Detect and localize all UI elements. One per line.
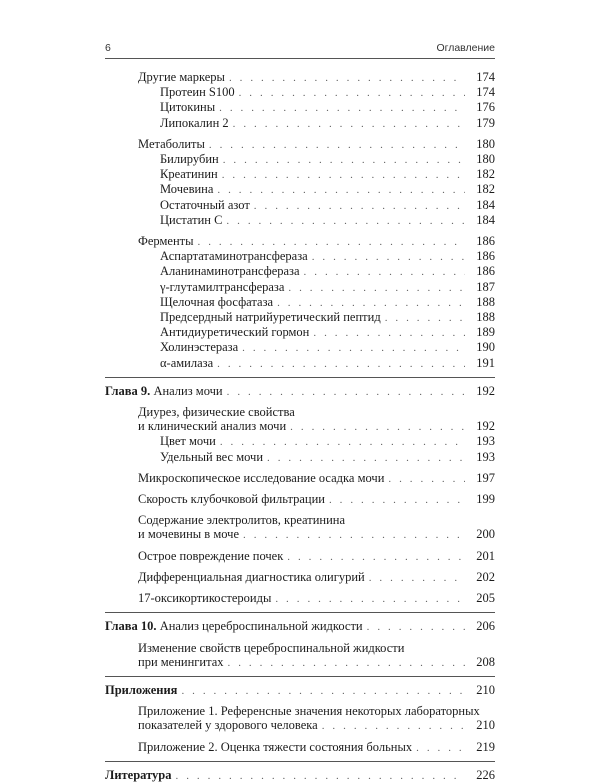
- toc-entry[interactable]: Протеин S100 . . . 174: [105, 85, 495, 100]
- running-head: [105, 38, 495, 59]
- toc-entry[interactable]: Билирубин . . . 180: [105, 152, 495, 167]
- toc-entry[interactable]: Аланинаминотрансфераза . . . 186: [105, 264, 495, 279]
- running-title: Оглавление: [436, 42, 495, 54]
- toc-entry[interactable]: Мочевина . . . 182: [105, 182, 495, 197]
- toc-entry[interactable]: Другие маркеры . . . 174: [105, 70, 495, 85]
- toc-entry[interactable]: Креатинин . . . 182: [105, 167, 495, 182]
- toc-entry[interactable]: Цвет мочи . . . 193: [105, 434, 495, 449]
- toc-entry[interactable]: Приложение 2. Оценка тяжести состояния больных . . . 219: [105, 740, 495, 755]
- toc-entry[interactable]: Остаточный азот . . . 184: [105, 198, 495, 213]
- toc-entry[interactable]: α-амилаза . . . 191: [105, 356, 495, 371]
- chapter-divider: [105, 377, 495, 378]
- toc-chapter-10[interactable]: Глава 10. Анализ цереброспинальной жидкости . . . 206: [105, 619, 495, 634]
- toc-entry[interactable]: Диурез, физические свойства и клинический анализ мочи . . . 192: [105, 405, 495, 434]
- toc-entry[interactable]: Скорость клубочковой фильтрации . . . 199: [105, 492, 495, 507]
- toc-entry[interactable]: Дифференциальная диагностика олигурий . . . 202: [105, 570, 495, 585]
- table-of-contents: [105, 70, 495, 783]
- toc-entry[interactable]: Антидиуретический гормон . . . 189: [105, 325, 495, 340]
- toc-entry[interactable]: Липокалин 2 . . . 179: [105, 116, 495, 131]
- chapter-divider: [105, 761, 495, 762]
- toc-entry[interactable]: Цистатин C . . . 184: [105, 213, 495, 228]
- page-number: 6: [105, 42, 111, 54]
- toc-entry[interactable]: Предсердный натрийуретический пептид . . . 188: [105, 310, 495, 325]
- toc-entry[interactable]: Аспартатаминотрансфераза . . . 186: [105, 249, 495, 264]
- chapter-divider: [105, 612, 495, 613]
- toc-entry[interactable]: Цитокины . . . 176: [105, 100, 495, 115]
- toc-entry[interactable]: Щелочная фосфатаза . . . 188: [105, 295, 495, 310]
- toc-entry[interactable]: Ферменты . . . 186: [105, 234, 495, 249]
- toc-appendices[interactable]: Приложения . . . 210: [105, 683, 495, 698]
- chapter-divider: [105, 676, 495, 677]
- toc-entry[interactable]: Острое повреждение почек . . . 201: [105, 549, 495, 564]
- toc-entry[interactable]: Изменение свойств цереброспинальной жидкости при менингитах . . . 208: [105, 641, 495, 670]
- toc-entry[interactable]: Удельный вес мочи . . . 193: [105, 450, 495, 465]
- toc-entry[interactable]: Метаболиты . . . 180: [105, 137, 495, 152]
- toc-entry[interactable]: γ-глутамилтрансфераза . . . 187: [105, 280, 495, 295]
- toc-chapter-9[interactable]: Глава 9. Анализ мочи . . . 192: [105, 384, 495, 399]
- toc-entry[interactable]: Холинэстераза . . . 190: [105, 340, 495, 355]
- toc-references[interactable]: Литература . . . 226: [105, 768, 495, 783]
- toc-entry[interactable]: 17-оксикортикостероиды . . . 205: [105, 591, 495, 606]
- toc-entry[interactable]: Микроскопическое исследование осадка мочи . . . 197: [105, 471, 495, 486]
- toc-entry[interactable]: Содержание электролитов, креатинина и мочевины в моче . . . 200: [105, 513, 495, 542]
- toc-entry[interactable]: Приложение 1. Референсные значения некоторых лабораторных показателей у здорового человека . . . 210: [105, 704, 495, 733]
